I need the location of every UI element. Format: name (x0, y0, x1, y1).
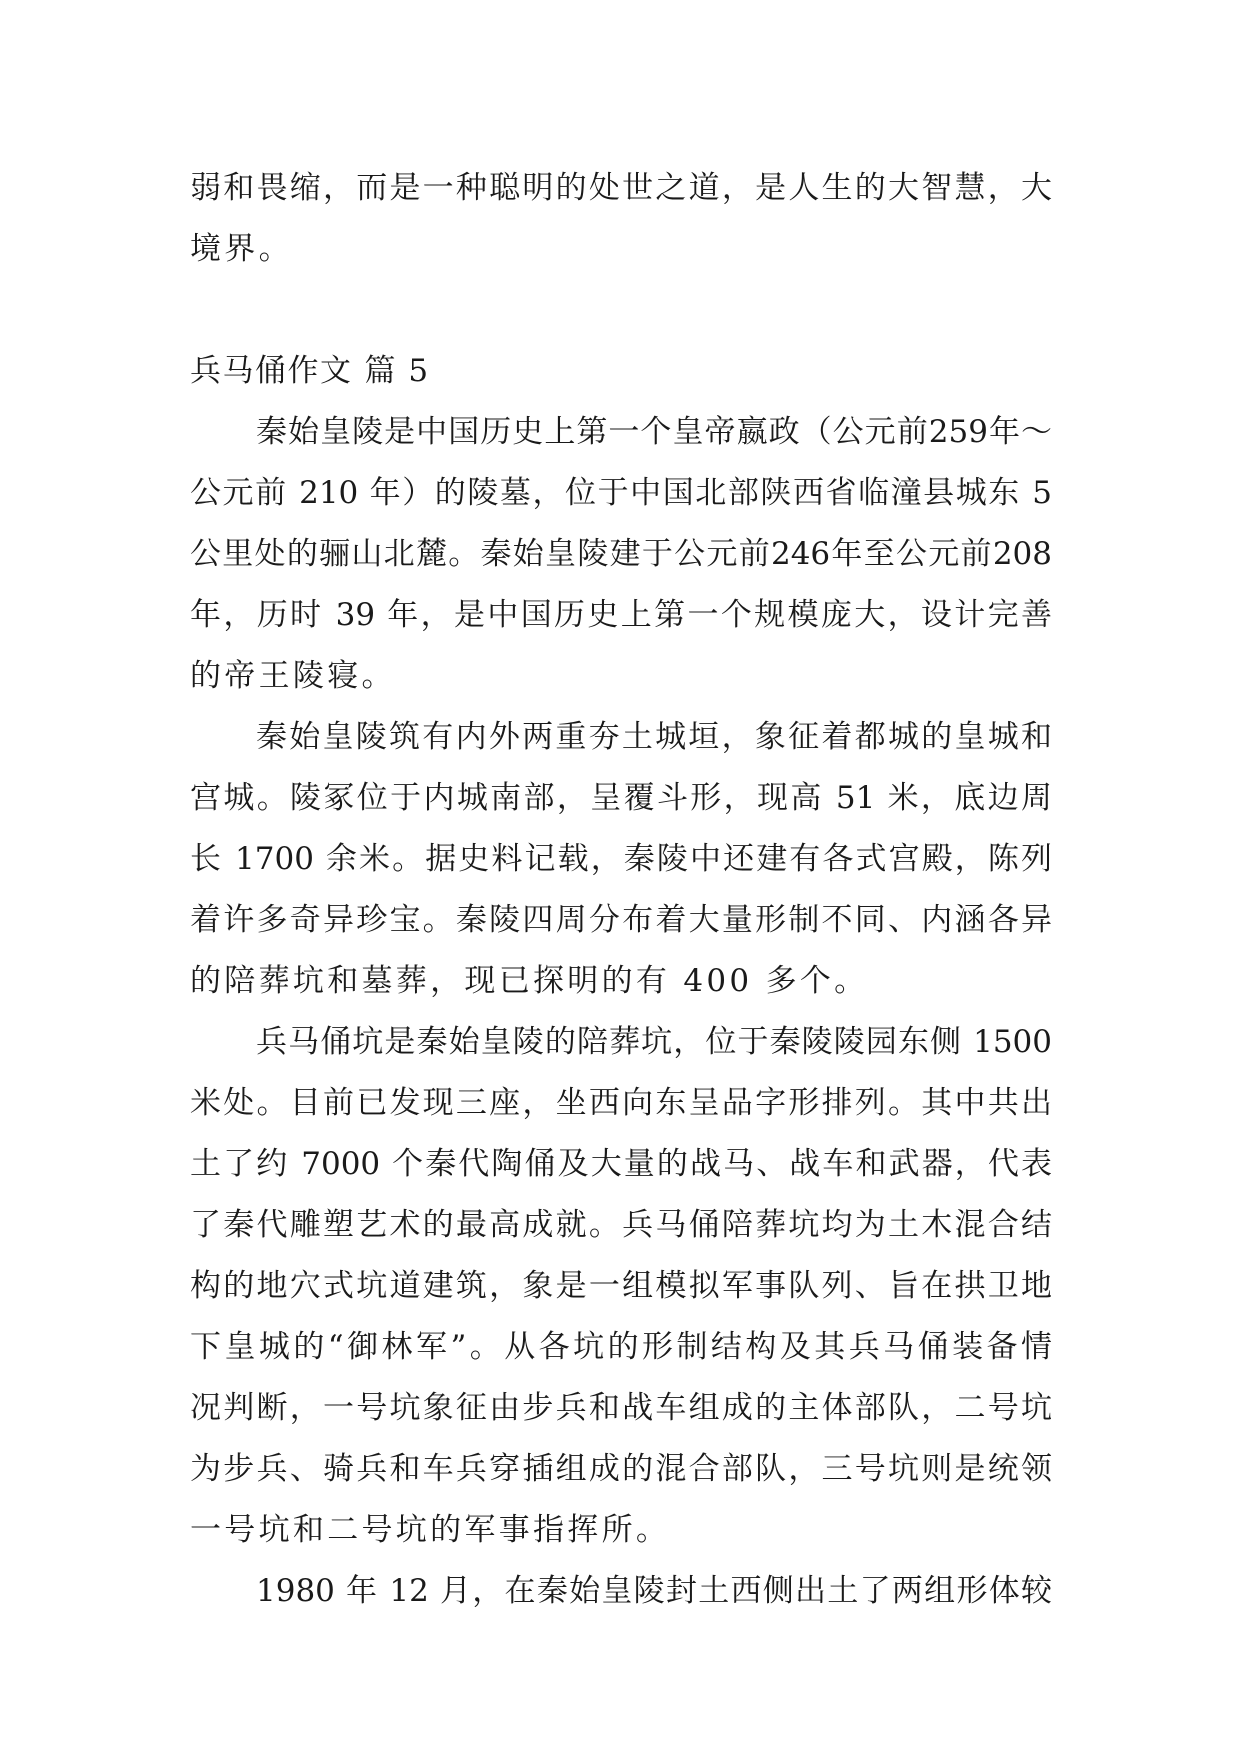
section-title: 兵马俑作文 (190, 353, 353, 389)
text-line: 年，历时 39 年，是中国历史上第一个规模庞大，设计完善 (190, 597, 1052, 633)
text-line: 的帝王陵寝。 (190, 658, 396, 694)
paragraph-1 (190, 402, 1052, 707)
text-line: 兵马俑坑是秦始皇陵的陪葬坑，位于秦陵陵园东侧 1500 (256, 1024, 1052, 1060)
text-line: 米处。目前已发现三座，坐西向东呈品字形排列。其中共出 (190, 1085, 1052, 1121)
text-line: 为步兵、骑兵和车兵穿插组成的混合部队，三号坑则是统领 (190, 1451, 1052, 1487)
text-line: 长 1700 余米。据史料记载，秦陵中还建有各式宫殿，陈列 (190, 841, 1052, 877)
continuation-paragraph (190, 158, 1052, 280)
blank-line (190, 280, 1052, 341)
text-line: 秦始皇陵是中国历史上第一个皇帝嬴政（公元前259年～ (256, 414, 1052, 450)
text-line: 着许多奇异珍宝。秦陵四周分布着大量形制不同、内涵各异 (190, 902, 1052, 938)
text-line: 的陪葬坑和墓葬，现已探明的有 400 多个。 (190, 963, 869, 999)
paragraph-3 (190, 1012, 1052, 1561)
text-line: 1980 年 12 月，在秦始皇陵封土西侧出土了两组形体较 (256, 1573, 1052, 1609)
text-line: 公里处的骊山北麓。秦始皇陵建于公元前246年至公元前208 (190, 536, 1052, 572)
text-line: 秦始皇陵筑有内外两重夯土城垣，象征着都城的皇城和 (256, 719, 1052, 755)
text-line: 构的地穴式坑道建筑，象是一组模拟军事队列、旨在拱卫地 (190, 1268, 1052, 1304)
paragraph-4 (190, 1561, 1052, 1622)
text-line: 公元前 210 年）的陵墓，位于中国北部陕西省临潼县城东 5 (190, 475, 1052, 511)
text-line: 况判断，一号坑象征由步兵和战车组成的主体部队，二号坑 (190, 1390, 1052, 1426)
text-line: 一号坑和二号坑的军事指挥所。 (190, 1512, 671, 1548)
text-line: 宫城。陵冢位于内城南部，呈覆斗形，现高 51 米，底边周 (190, 780, 1052, 816)
text-line: 下皇城的“御林军”。从各坑的形制结构及其兵马俑装备情 (190, 1329, 1052, 1365)
section-number: 篇 5 (364, 353, 430, 389)
document-body (190, 158, 1052, 1622)
paragraph-2 (190, 707, 1052, 1012)
text-line: 弱和畏缩，而是一种聪明的处世之道，是人生的大智慧，大 (190, 170, 1052, 206)
text-line: 了秦代雕塑艺术的最高成就。兵马俑陪葬坑均为土木混合结 (190, 1207, 1052, 1243)
text-line: 境界。 (190, 231, 293, 267)
section-heading (190, 341, 1052, 402)
text-line: 土了约 7000 个秦代陶俑及大量的战马、战车和武器，代表 (190, 1146, 1052, 1182)
